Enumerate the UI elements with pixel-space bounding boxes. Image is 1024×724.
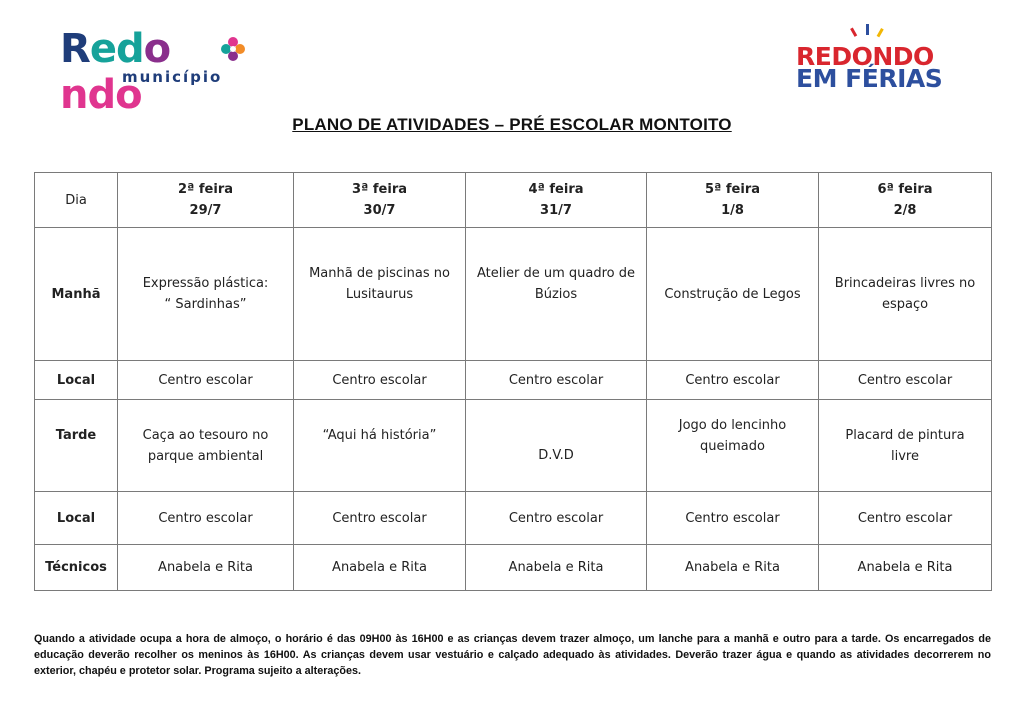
table-row-manha bbox=[35, 228, 992, 361]
table-cell: Centro escolar bbox=[294, 361, 466, 400]
table-row-local bbox=[35, 361, 992, 400]
table-cell: Centro escolar bbox=[466, 361, 647, 400]
day-header: 2ª feira 29/7 bbox=[118, 173, 294, 228]
footnote: Quando a atividade ocupa a hora de almoço, o horário é das 09H00 às 16H00 e as crianças devem trazer almoço, um lanche para a manhã e outro para a tarde. Os encarregados de educação deverão recolher os meninos às 16H00. As crianças devem usar vestuário e calçado adequado às atividades. Deverão trazer água e quando as atividades decorrerem no exterior, chapéu e protetor solar. Programa sujeito a alterações. bbox=[34, 633, 991, 677]
logo-line-1: REDONDO bbox=[796, 42, 934, 71]
logo-letters-ed: ed bbox=[89, 26, 144, 72]
table-cell: Atelier de um quadro de Búzios bbox=[466, 228, 647, 361]
table-cell: D.V.D bbox=[466, 400, 647, 492]
table-cell: Construção de Legos bbox=[647, 228, 819, 361]
table-cell: Anabela e Rita bbox=[118, 545, 294, 591]
table-cell: Anabela e Rita bbox=[647, 545, 819, 591]
table-cell: Centro escolar bbox=[647, 361, 819, 400]
flower-icon bbox=[220, 36, 246, 62]
table-row-tecnicos bbox=[35, 545, 992, 591]
logo-letters-ndo: ndo bbox=[60, 72, 142, 118]
redondo-municipio-logo bbox=[60, 24, 250, 118]
logo-letter-r: R bbox=[60, 26, 90, 72]
row-label: Local bbox=[35, 492, 118, 545]
table-cell: Centro escolar bbox=[819, 361, 992, 400]
day-header: 3ª feira 30/7 bbox=[294, 173, 466, 228]
redondo-em-ferias-logo bbox=[796, 22, 946, 94]
row-label: Tarde bbox=[35, 400, 118, 492]
page-title: PLANO DE ATIVIDADES – PRÉ ESCOLAR MONTOITO bbox=[292, 115, 732, 134]
day-header: 6ª feira 2/8 bbox=[819, 173, 992, 228]
row-label: Manhã bbox=[35, 228, 118, 361]
table-cell: Centro escolar bbox=[466, 492, 647, 545]
activity-plan-table bbox=[34, 172, 992, 591]
table-cell: Anabela e Rita bbox=[466, 545, 647, 591]
table-cell: Centro escolar bbox=[118, 361, 294, 400]
logo-subtitle: município bbox=[122, 68, 223, 86]
table-cell: Placard de pintura livre bbox=[819, 400, 992, 492]
table-row-tarde bbox=[35, 400, 992, 492]
table-cell: Centro escolar bbox=[118, 492, 294, 545]
row-label: Local bbox=[35, 361, 118, 400]
table-row-local bbox=[35, 492, 992, 545]
table-cell: Manhã de piscinas no Lusitaurus bbox=[294, 228, 466, 361]
table-cell: Anabela e Rita bbox=[294, 545, 466, 591]
table-cell: Caça ao tesouro no parque ambiental bbox=[118, 400, 294, 492]
row-label: Técnicos bbox=[35, 545, 118, 591]
table-cell: Brincadeiras livres no espaço bbox=[819, 228, 992, 361]
table-header-row bbox=[35, 173, 992, 228]
table-cell: Centro escolar bbox=[647, 492, 819, 545]
sun-rays-icon bbox=[848, 22, 888, 38]
day-header: 5ª feira 1/8 bbox=[647, 173, 819, 228]
table-cell: “Aqui há história” bbox=[294, 400, 466, 492]
logo-line-2: EM FÉRIAS bbox=[796, 64, 943, 93]
table-cell: Centro escolar bbox=[819, 492, 992, 545]
day-header: 4ª feira 31/7 bbox=[466, 173, 647, 228]
table-cell: Centro escolar bbox=[294, 492, 466, 545]
table-cell: Jogo do lencinho queimado bbox=[647, 400, 819, 492]
logo-letter-o: o bbox=[143, 26, 171, 72]
corner-cell: Dia bbox=[35, 173, 118, 228]
table-cell: Expressão plástica: “ Sardinhas” bbox=[118, 228, 294, 361]
table-cell: Anabela e Rita bbox=[819, 545, 992, 591]
